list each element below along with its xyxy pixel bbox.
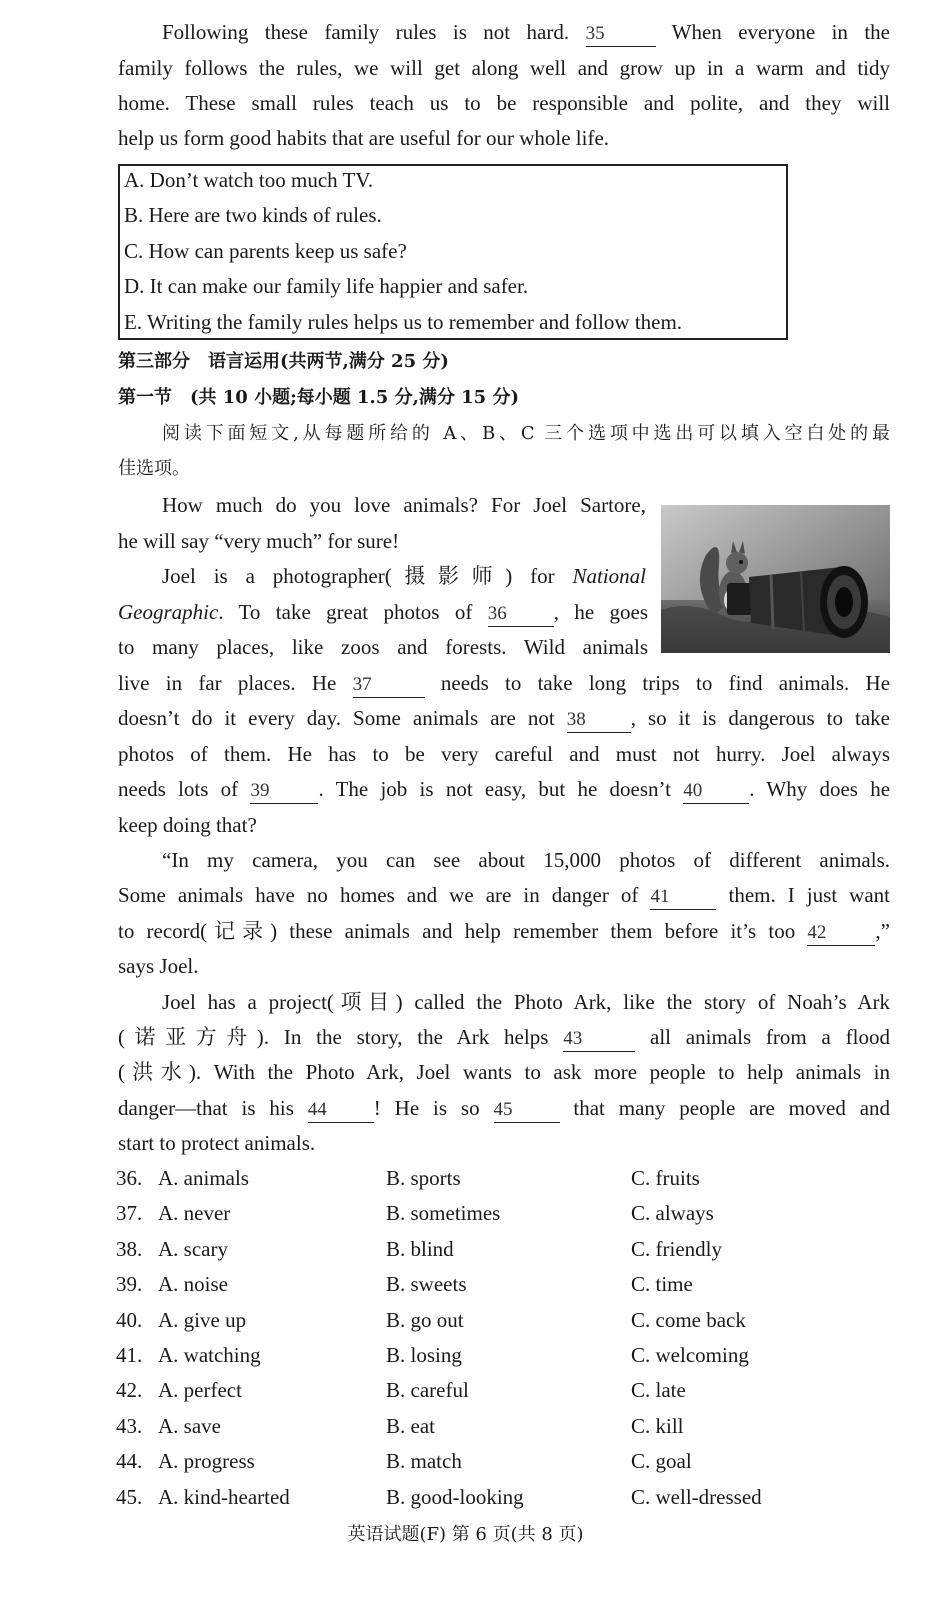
question-option-b: B. sports <box>386 1166 461 1190</box>
answer-blank-41: 41 <box>650 885 716 910</box>
question-option-a: A. give up <box>158 1307 247 1332</box>
question-number: 38. <box>116 1236 143 1261</box>
question-option-b: B. sweets <box>386 1272 467 1297</box>
question-option-c: C. friendly <box>631 1236 722 1261</box>
question-number: 37. <box>116 1201 143 1226</box>
passage-line: Joel has a project(项目) called the Photo Ark, like the story of Noah’s Ark <box>162 990 890 1014</box>
question-option-a: A. scary <box>158 1236 228 1261</box>
option-b: B. Here are two kinds of rules. <box>124 203 382 227</box>
question-number: 43. <box>116 1413 143 1438</box>
question-option-a: A. never <box>158 1201 231 1226</box>
question-option-c: C. fruits <box>631 1166 700 1190</box>
answer-blank-42: 42 <box>807 921 875 946</box>
passage-line: he will say “very much” for sure! <box>118 529 400 553</box>
question-option-b: B. go out <box>386 1307 464 1332</box>
answer-blank-40: 40 <box>683 779 749 804</box>
question-option-a: A. noise <box>158 1272 228 1297</box>
question-option-c: C. welcoming <box>631 1343 749 1367</box>
page-footer: 英语试题(F) 第 6 页(共 8 页) <box>347 1524 584 1545</box>
question-option-b: B. blind <box>386 1236 454 1261</box>
squirrel-camera-photo-icon <box>661 505 890 653</box>
option-a: A. Don’t watch too much TV. <box>124 168 374 192</box>
answer-blank-38: 38 <box>567 708 631 733</box>
passage-line: Following these family rules is not hard. 35 When everyone in the <box>162 17 890 47</box>
answer-blank-43: 43 <box>563 1027 635 1052</box>
question-number: 41. <box>116 1343 143 1367</box>
option-d: D. It can make our family life happier and safer. <box>124 274 529 298</box>
question-option-c: C. always <box>631 1201 714 1226</box>
passage-line: doesn’t do it every day. Some animals are not 38 , so it is dangerous to take <box>118 703 890 733</box>
part-heading: 第三部分 语言运用(共两节,满分 25 分) <box>118 351 449 372</box>
passage-line: help us form good habits that are useful for our whole life. <box>118 126 610 150</box>
question-option-c: C. goal <box>631 1449 692 1474</box>
question-option-c: C. kill <box>631 1413 684 1438</box>
answer-blank-45: 45 <box>494 1098 560 1123</box>
question-number: 44. <box>116 1449 143 1474</box>
passage-line: live in far places. He 37 needs to take long trips to find animals. He <box>118 668 890 698</box>
question-option-a: A. animals <box>158 1166 249 1190</box>
question-number: 45. <box>116 1484 143 1509</box>
answer-blank-39: 39 <box>250 779 318 804</box>
question-option-b: B. careful <box>386 1378 469 1403</box>
section-heading: 第一节 (共 10 小题;每小题 1.5 分,满分 15 分) <box>118 387 519 408</box>
answer-blank-36: 36 <box>488 602 554 627</box>
answer-blank-35: 35 <box>586 22 656 47</box>
option-c: C. How can parents keep us safe? <box>124 239 407 263</box>
question-number: 36. <box>116 1166 143 1190</box>
question-option-a: A. save <box>158 1413 221 1438</box>
passage-line: photos of them. He has to be very careful and must not hurry. Joel always <box>118 742 890 766</box>
passage-line: Geographic. To take great photos of 36 , he goes <box>118 597 648 627</box>
question-option-a: A. watching <box>158 1343 261 1367</box>
question-option-a: A. kind-hearted <box>158 1484 290 1509</box>
question-number: 42. <box>116 1378 143 1403</box>
passage-line: start to protect animals. <box>118 1131 316 1155</box>
question-option-a: A. progress <box>158 1449 255 1474</box>
question-option-a: A. perfect <box>158 1378 242 1403</box>
instructions: 佳选项。 <box>118 458 190 479</box>
passage-line: (诺亚方舟). In the story, the Ark helps 43 all animals from a flood <box>118 1022 890 1052</box>
question-number: 40. <box>116 1307 143 1332</box>
question-option-c: C. come back <box>631 1307 746 1332</box>
answer-blank-44: 44 <box>308 1098 374 1123</box>
question-option-c: C. late <box>631 1378 686 1403</box>
passage-line: needs lots of 39 . The job is not easy, but he doesn’t 40 . Why does he <box>118 774 890 804</box>
option-e: E. Writing the family rules helps us to remember and follow them. <box>124 310 683 334</box>
passage-line: says Joel. <box>118 954 199 978</box>
question-option-b: B. losing <box>386 1343 462 1367</box>
question-number: 39. <box>116 1272 143 1297</box>
answer-blank-37: 37 <box>353 673 425 698</box>
question-option-c: C. well-dressed <box>631 1484 762 1509</box>
passage-line: danger—that is his 44 ! He is so 45 that many people are moved and <box>118 1093 890 1123</box>
passage-line: keep doing that? <box>118 813 257 837</box>
question-option-b: B. match <box>386 1449 462 1474</box>
passage-line: “In my camera, you can see about 15,000 photos of different animals. <box>162 848 890 872</box>
instructions: 阅读下面短文,从每题所给的 A、B、C 三个选项中选出可以填入空白处的最 <box>162 423 890 444</box>
passage-line: Some animals have no homes and we are in danger of 41 them. I just want <box>118 880 890 910</box>
question-option-b: B. sometimes <box>386 1201 501 1226</box>
passage-line: to record(记录) these animals and help remember them before it’s too 42 ,” <box>118 916 890 946</box>
passage-line: family follows the rules, we will get along well and grow up in a warm and tidy <box>118 56 890 80</box>
passage-line: to many places, like zoos and forests. Wild animals <box>118 635 648 659</box>
question-option-c: C. time <box>631 1272 693 1297</box>
passage-line: How much do you love animals? For Joel Sartore, <box>162 493 646 517</box>
passage-line: Joel is a photographer(摄影师) for National <box>162 564 647 588</box>
passage-line: (洪水). With the Photo Ark, Joel wants to ask more people to help animals in <box>118 1060 890 1084</box>
question-option-b: B. good-looking <box>386 1484 524 1509</box>
passage-line: home. These small rules teach us to be responsible and polite, and they will <box>118 91 890 115</box>
question-option-b: B. eat <box>386 1413 435 1438</box>
